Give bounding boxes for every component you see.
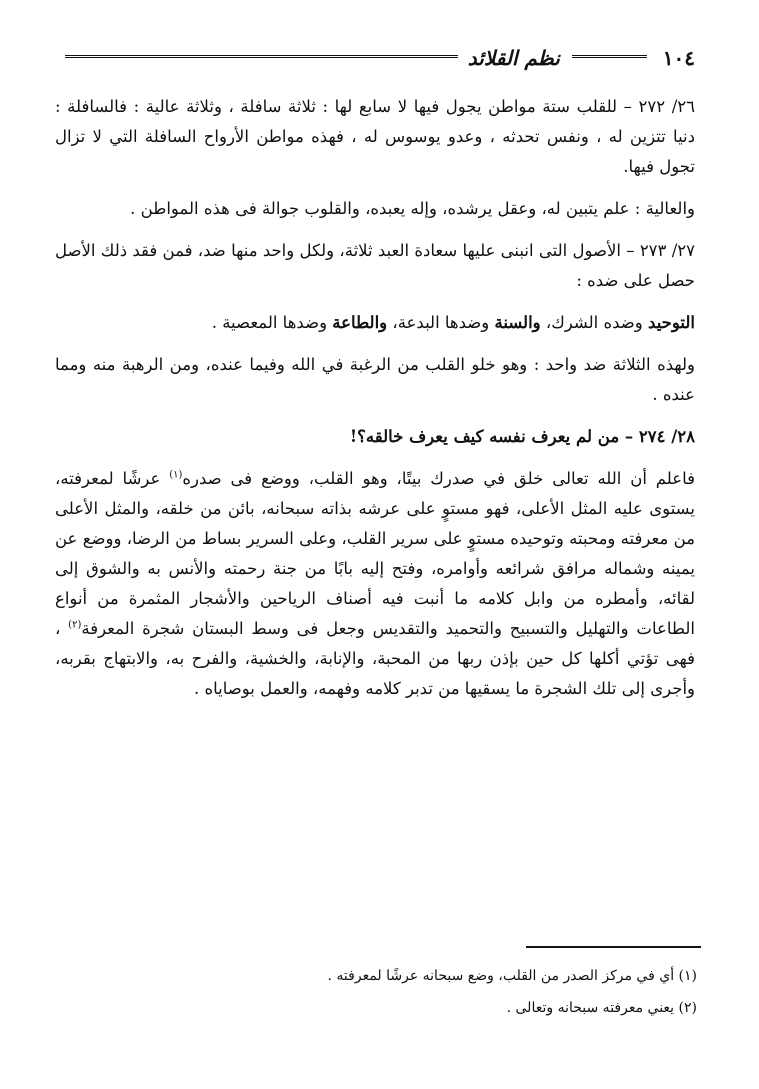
text-segment: عرشًا لمعرفته، يستوى عليه المثل الأعلى، فهو مستوٍ على عرشه بذاته سبحانه، بائن من خلقه، والمثل الأعلى من معرفته ومحبته وتوحيده مستوٍ على سرير القلب، وعلى السرير بساط من الرضا، ووضع عن يمينه وشماله مرافق شرائعه وأوامره، وفتح إليه بابًا من جنة رحمته والأنس به والشوق إلى لقائه، وأمطره من وابل كلامه ما أنبت فيه أصناف الرياحين والأشجار المثمرة من أنواع الطاعات والتهليل والتسبيح والتحميد والتقديس وجعل فى وسط البستان شجرة المعرفة bbox=[55, 469, 695, 638]
paragraph-274-heading: ٢٨/ ٢٧٤ – من لم يعرف نفسه كيف يعرف خالقه؟! bbox=[349, 427, 695, 446]
text-segment: فاعلم أن الله تعالى خلق في صدرك بيتًا، وهو القلب، ووضع فى صدره bbox=[182, 469, 696, 488]
paragraph-272: ٢٦/ ٢٧٢ – للقلب ستة مواطن يجول فيها لا سابع لها : ثلاثة سافلة ، وثلاثة عالية : فالسافلة : دنيا تتزين له ، ونفس تحدثه ، وعدو يوسوس له ، فهذه مواطن الأرواح السافلة التي لا تزال تجول فيها. bbox=[55, 97, 695, 176]
text-segment: وضدها البدعة، bbox=[387, 313, 495, 332]
footnote-divider bbox=[526, 946, 701, 948]
page-number: ١٠٤ bbox=[662, 46, 695, 70]
footnote-ref-2[interactable]: (٢) bbox=[68, 619, 82, 631]
main-text bbox=[55, 92, 695, 716]
footnote-1: (١) أي في مركز الصدر من القلب، وضع سبحانه عرشًا لمعرفته . bbox=[327, 968, 697, 984]
paragraph-274 bbox=[55, 464, 695, 704]
paragraph-273: ٢٧/ ٢٧٣ – الأصول التى انبنى عليها سعادة العبد ثلاثة، ولكل واحد منها ضد، فمن فقد ذلك الأصل حصل على ضده : bbox=[55, 241, 695, 290]
footnote-2: (٢) يعني معرفته سبحانه وتعالى . bbox=[506, 1000, 697, 1016]
term-tawhid: التوحيد bbox=[648, 313, 695, 332]
text-segment: وضده الشرك، bbox=[540, 313, 649, 332]
term-sunnah: والسنة bbox=[494, 313, 541, 332]
header-rule-short bbox=[572, 55, 647, 61]
book-title: نظم القلائد bbox=[467, 46, 560, 70]
footnote-ref-1[interactable]: (١) bbox=[169, 469, 183, 481]
text-segment: وضدها المعصية . bbox=[211, 313, 333, 332]
header-rule-long bbox=[65, 55, 458, 61]
footnotes bbox=[55, 962, 697, 1026]
term-taah: والطاعة bbox=[332, 313, 388, 332]
page-header bbox=[65, 38, 695, 78]
paragraph-273-continued: ولهذه الثلاثة ضد واحد : وهو خلو القلب من الرغبة في الله وفيما عنده، ومن الرهبة منه ومما عنده . bbox=[55, 355, 695, 404]
paragraph-272-continued: والعالية : علم يتبين له، وعقل يرشده، وإله يعبده، والقلوب جوالة فى هذه المواطن . bbox=[130, 199, 695, 218]
text-segment: ، فهى تؤتي أكلها كل حين بإذن ربها من المحبة، والإنابة، والخشية، والفرح به، والابتهاج بقربه، وأجرى إلى تلك الشجرة ما يسقيها من تدبر كلامه وفهمه، والعمل بوصاياه . bbox=[55, 619, 695, 698]
paragraph-273-principles bbox=[55, 308, 695, 338]
